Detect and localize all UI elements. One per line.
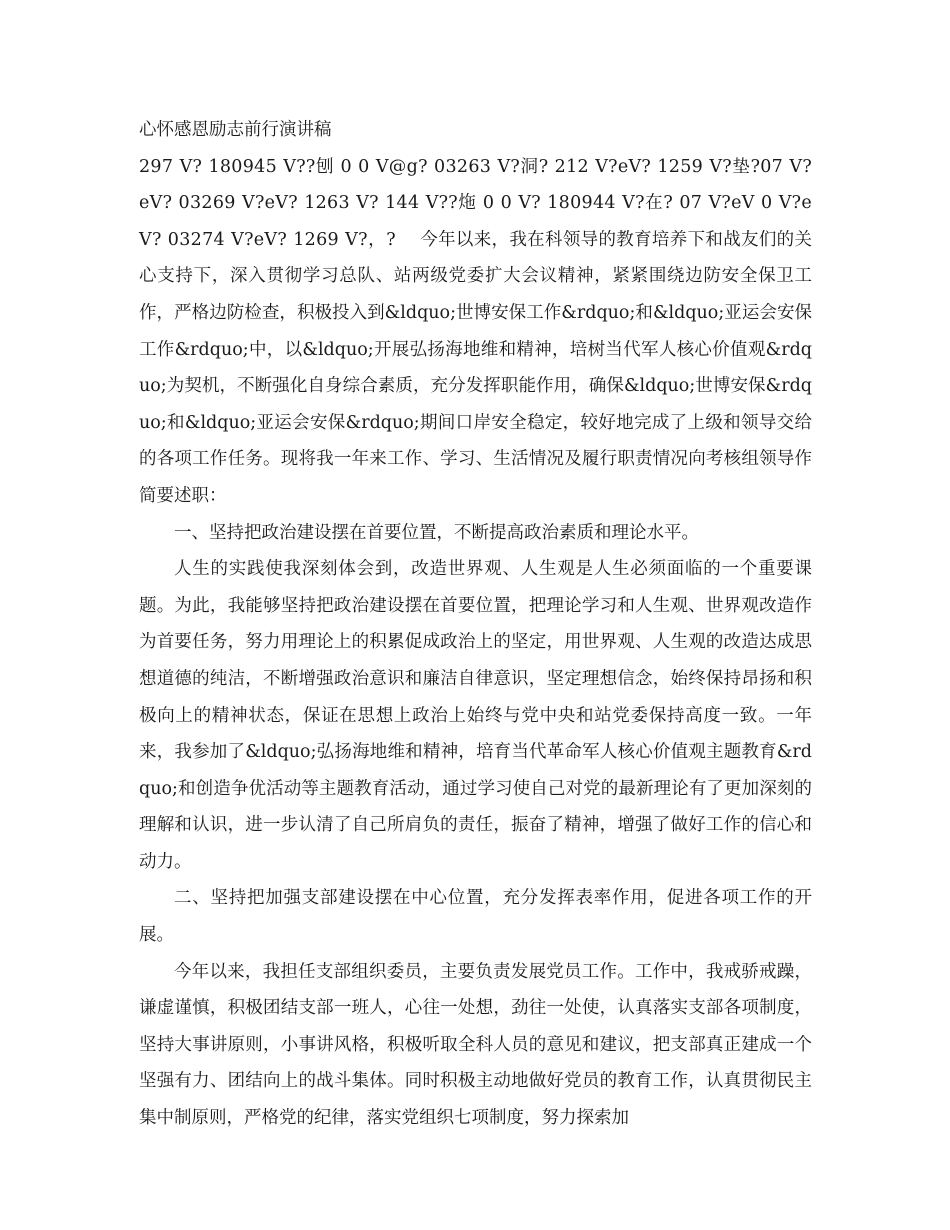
intro-paragraph: 今年以来，我在科领导的教育培养下和战友们的关心支持下，深入贯彻学习总队、站两级党委扩大会议精神，紧紧围绕边防安全保卫工作，严格边防检查，积极投入到&ldquo;世博安保工作&rdquo;和&ldquo;亚运会安保工作&rdquo;中，以&ldquo;开展弘扬海地维和精神，培树当代军人核心价值观&rdquo;为契机，不断强化自身综合素质，充分发挥职能作用，确保&ldquo;世博安保&rdquo;和&ldquo;亚运会安保&rdquo;期间口岸安全稳定，较好地完成了上级和领导交给的各项工作任务。现将我一年来工作、学习、生活情况及履行职责情况向考核组领导作简要述职： xyxy=(139,229,813,506)
garbled-header-intro-paragraph xyxy=(139,149,812,515)
document-body xyxy=(139,112,812,1137)
section1-heading: 一、坚持把政治建设摆在首要位置，不断提高政治素质和理论水平。 xyxy=(174,522,699,543)
section1-paragraph: 人生的实践使我深刻体会到，改造世界观、人生观是人生必须面临的一个重要课题。为此，我能够坚持把政治建设摆在首要位置，把理论学习和人生观、世界观改造作为首要任务，努力用理论上的积累促成政治上的坚定，用世界观、人生观的改造达成思想道德的纯洁，不断增强政治意识和廉洁自律意识，坚定理想信念，始终保持昂扬和积极向上的精神状态，保证在思想上政治上始终与党中央和站党委保持高度一致。一年来，我参加了&ldquo;弘扬海地维和精神，培育当代革命军人核心价值观主题教育&rdquo;和创造争优活动等主题教育活动，通过学习使自己对党的最新理论有了更加深刻的理解和认识，进一步认清了自己所肩负的责任，振奋了精神，增强了做好工作的信心和动力。 xyxy=(139,559,812,872)
garbled-header-text: 297 V? 180945 V??刨 0 0 V@g? 03263 V?洞? 212 V?eV? 1259 V?垫?07 V?eV? 03269 V?eV? 1263 V? 144 V??炧 0 0 V? 180944 V?在? 07 V?eV 0 V?eV? 03274 V?eV? 1269 V?，? xyxy=(139,156,812,250)
document-title: 心怀感恩励志前行演讲稿 xyxy=(139,120,332,140)
section2-paragraph: 今年以来，我担任支部组织委员，主要负责发展党员工作。工作中，我戒骄戒躁，谦虚谨慎，积极团结支部一班人，心往一处想，劲往一处使，认真落实支部各项制度，坚持大事讲原则，小事讲风格，积极听取全科人员的意见和建议，把支部真正建成一个坚强有力、团结向上的战斗集体。同时积极主动地做好党员的教育工作，认真贯彻民主集中制原则，严格党的纪律，落实党组织七项制度，努力探索加 xyxy=(139,961,812,1129)
section2-heading: 二、坚持把加强支部建设摆在中心位置，充分发挥表率作用，促进各项工作的开展。 xyxy=(139,888,812,946)
